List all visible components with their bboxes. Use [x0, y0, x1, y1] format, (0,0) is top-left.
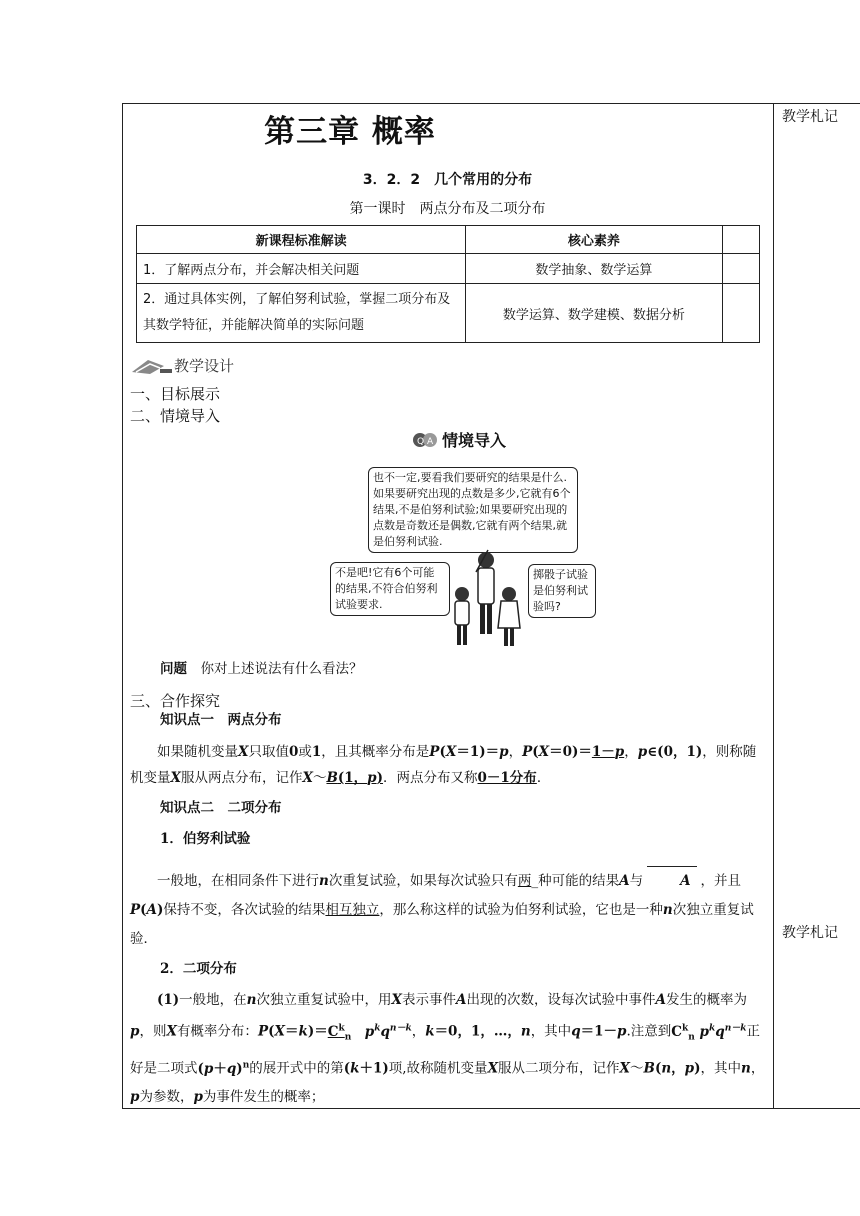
design-header-text: 教学设计 — [174, 357, 235, 375]
standard-cell: 2．通过具体实例，了解伯努利试验，掌握二项分布及其数学特征，并能解决简单的实际问题 — [137, 284, 466, 343]
scene-illustration — [326, 428, 594, 652]
k2-binomial-body: (1)一般地，在n次独立重复试验中，用X表示事件A出现的次数，设每次试验中事件A发生的概率为p，则X有概率分布：$P(X=k)=C^k_n$ $p^kq^{n-k}$，k＝0，1，…，n，其中q＝1－p.注意到$C^k_n$ $p^kq^{n-k}$正好是二项式$(p+q)^n$的展开式中的第(k＋1)项,故称随机变量X服从二项分布，记作X～B(n，p)，其中n，p为参数，p为事件发生的概率； — [130, 992, 765, 1105]
table-header-literacy: 核心素养 — [466, 226, 722, 254]
blank-cell — [722, 254, 760, 284]
bubble-right: 掷骰子试验是伯努利试验吗? — [528, 564, 596, 618]
table-header-standard: 新课程标准解读 — [137, 226, 466, 254]
literacy-cell: 数学运算、数学建模、数据分析 — [466, 284, 722, 343]
bubble-left: 不是吧!它有6个可能的结果,不符合伯努利试验要求. — [330, 562, 450, 616]
table-row — [137, 254, 760, 284]
question-label: 问题 — [160, 661, 187, 677]
table-header-blank — [722, 226, 760, 254]
question-line — [160, 658, 796, 680]
notes-label-bottom: 教学札记 — [782, 925, 838, 941]
chapter-title-wrap — [0, 106, 860, 151]
complement-a: A — [647, 866, 696, 896]
bubble-top: 也不一定,要看我们要研究的结果是什么.如果要研究出现的点数是多少,它就有6个结果,不是伯努利试验;如果要研究出现的点数是奇数还是偶数,它就有两个结果,就是伯努利试验. — [368, 467, 578, 553]
table-row — [137, 284, 760, 343]
scene-banner — [412, 428, 506, 451]
chapter-title: 第三章 概率 — [264, 114, 436, 150]
k2-title: 知识点二 二项分布 — [160, 800, 282, 816]
svg-text:A: A — [427, 436, 434, 447]
lesson-title: 第一课时 两点分布及二项分布 — [349, 201, 546, 217]
section-title: 3．2．2 几个常用的分布 — [362, 172, 533, 188]
k1-body: 如果随机变量X只取值0或1，且其概率分布是P(X＝1)＝p，P(X＝0)＝1－p，p∈(0，1)，则称随机变量X服从两点分布，记作X～B(1，p)．两点分布又称0－1分布． — [130, 744, 757, 786]
people-icon — [446, 548, 526, 652]
section-explore: 三、合作探究 — [130, 692, 221, 710]
notes-label-top: 教学札记 — [782, 109, 838, 125]
section-scene: 二、情境导入 — [130, 407, 221, 425]
qa-icon — [412, 431, 438, 449]
standard-cell: 1．了解两点分布，并会解决相关问题 — [137, 254, 466, 284]
svg-text:Q: Q — [417, 436, 425, 447]
k2-sub2: 2．二项分布 — [160, 961, 237, 977]
k2-bernoulli-body: 一般地，在相同条件下进行n次重复试验，如果每次试验只有两_种可能的结果A与 A ，并且P(A)保持不变，各次试验的结果相互独立，那么称这样的试验为伯努利试验，它也是一种n次独立重复试验． — [130, 866, 766, 954]
k1-title: 知识点一 两点分布 — [160, 712, 282, 728]
k2-sub1: 1．伯努利试验 — [160, 831, 251, 847]
section-goal: 一、目标展示 — [130, 385, 221, 403]
standards-table — [136, 225, 760, 343]
book-icon — [130, 356, 174, 376]
scene-banner-text: 情境导入 — [442, 431, 507, 450]
blank-cell — [722, 284, 760, 343]
question-text: 你对上述说法有什么看法？ — [200, 661, 363, 677]
design-header — [130, 355, 234, 376]
literacy-cell: 数学抽象、数学运算 — [466, 254, 722, 284]
